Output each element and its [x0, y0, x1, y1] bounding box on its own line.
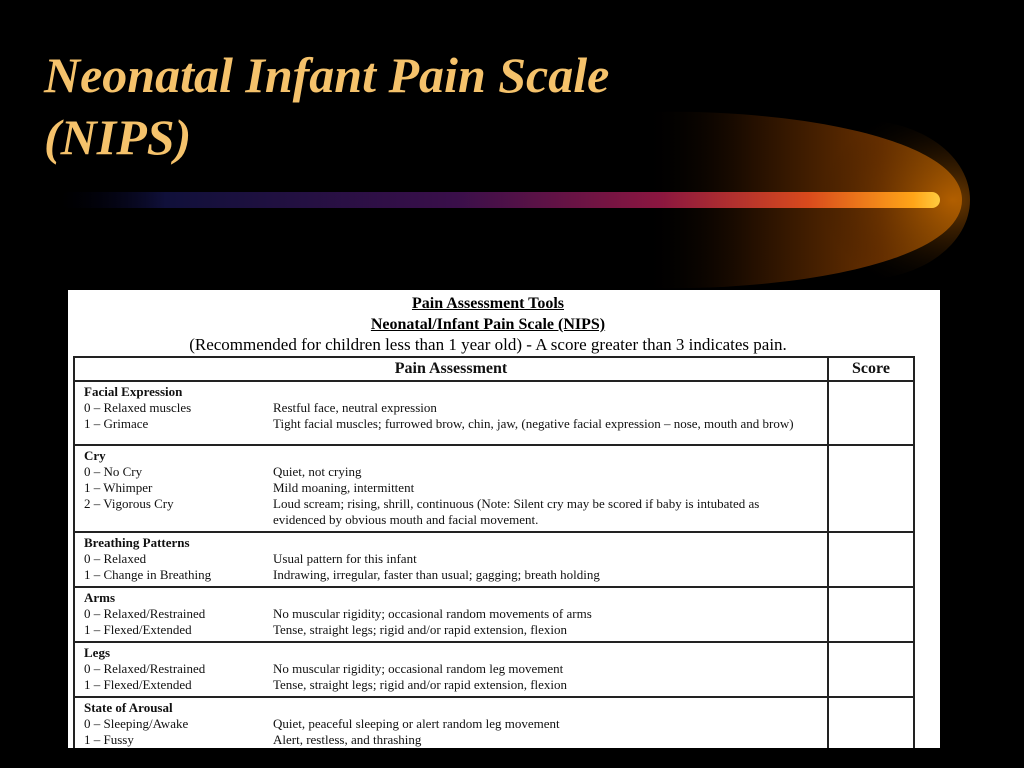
category-cell — [74, 697, 828, 748]
score-cell[interactable] — [828, 381, 914, 445]
category-name: State of Arousal — [84, 700, 173, 715]
score-cell[interactable] — [828, 445, 914, 532]
option-label: 0 – Relaxed — [84, 551, 147, 566]
slide-title-line-2: (NIPS) — [44, 109, 192, 165]
option-label: 0 – No Cry — [84, 464, 143, 479]
option-label: 0 – Relaxed/Restrained — [84, 606, 206, 621]
option-description: Tense, straight legs; rigid and/or rapid extension, flexion — [273, 622, 568, 637]
score-cell[interactable] — [828, 587, 914, 642]
category-cell — [74, 381, 828, 445]
option-label: 1 – Whimper — [84, 480, 153, 495]
document-subtitle: (Recommended for children less than 1 year old) - A score greater than 3 indicates pain. — [189, 335, 787, 354]
column-header-pain-assessment: Pain Assessment — [74, 357, 828, 381]
score-cell[interactable] — [828, 642, 914, 697]
decorative-comet-swoosh — [0, 100, 1024, 300]
option-row — [84, 661, 819, 677]
table-header-row — [74, 357, 914, 381]
category-name: Cry — [84, 448, 106, 463]
option-description: Quiet, peaceful sleeping or alert random leg movement — [273, 716, 560, 731]
option-description: Mild moaning, intermittent — [273, 480, 415, 495]
option-label: 1 – Flexed/Extended — [84, 622, 192, 637]
table-row — [74, 381, 914, 445]
category-name: Breathing Patterns — [84, 535, 190, 550]
option-row — [84, 567, 819, 583]
score-cell[interactable] — [828, 697, 914, 748]
table-row — [74, 532, 914, 587]
option-description: No muscular rigidity; occasional random movements of arms — [273, 606, 592, 621]
document-heading: Pain Assessment Tools — [411, 295, 565, 312]
option-row — [84, 551, 819, 567]
category-name: Arms — [84, 590, 116, 605]
category-cell — [74, 445, 828, 532]
score-cell[interactable] — [828, 532, 914, 587]
option-description: Tight facial muscles; furrowed brow, chin, jaw, (negative facial expression – nose, mouth and brow) — [273, 416, 794, 431]
category-cell — [74, 532, 828, 587]
category-name: Facial Expression — [84, 384, 183, 399]
option-row — [84, 416, 819, 432]
document-subheading: Neonatal/Infant Pain Scale (NIPS) — [370, 316, 606, 333]
option-row — [84, 496, 819, 528]
option-row — [84, 677, 819, 693]
option-label: 1 – Grimace — [84, 416, 149, 431]
option-description: Indrawing, irregular, faster than usual; gagging; breath holding — [273, 567, 600, 582]
option-description: No muscular rigidity; occasional random leg movement — [273, 661, 564, 676]
option-description: Quiet, not crying — [273, 464, 362, 479]
option-label: 1 – Change in Breathing — [84, 567, 212, 582]
option-label: 2 – Vigorous Cry — [84, 496, 174, 511]
table-row — [74, 642, 914, 697]
option-description: Usual pattern for this infant — [273, 551, 417, 566]
nips-table — [73, 356, 915, 748]
option-label: 1 – Flexed/Extended — [84, 677, 192, 692]
option-label: 0 – Relaxed muscles — [84, 400, 192, 415]
table-row — [74, 445, 914, 532]
category-name: Legs — [84, 645, 110, 660]
option-row — [84, 400, 819, 416]
option-row — [84, 480, 819, 496]
option-description: Restful face, neutral expression — [273, 400, 437, 415]
option-row — [84, 622, 819, 638]
swoosh-beam — [60, 192, 940, 208]
table-row — [74, 587, 914, 642]
category-cell — [74, 587, 828, 642]
category-cell — [74, 642, 828, 697]
slide-title-line-1: Neonatal Infant Pain Scale — [44, 47, 610, 103]
option-label: 1 – Fussy — [84, 732, 134, 747]
option-row — [84, 732, 819, 748]
option-description: Tense, straight legs; rigid and/or rapid extension, flexion — [273, 677, 568, 692]
option-description: Loud scream; rising, shrill, continuous (Note: Silent cry may be scored if baby is intubated as evidenced by obvious mouth and facial movement. — [273, 496, 760, 527]
option-row — [84, 464, 819, 480]
option-label: 0 – Relaxed/Restrained — [84, 661, 206, 676]
nips-document — [68, 290, 940, 748]
option-row — [84, 606, 819, 622]
table-row — [74, 697, 914, 748]
option-label: 0 – Sleeping/Awake — [84, 716, 189, 731]
option-row — [84, 716, 819, 732]
column-header-score: Score — [828, 357, 914, 381]
option-description: Alert, restless, and thrashing — [273, 732, 422, 747]
